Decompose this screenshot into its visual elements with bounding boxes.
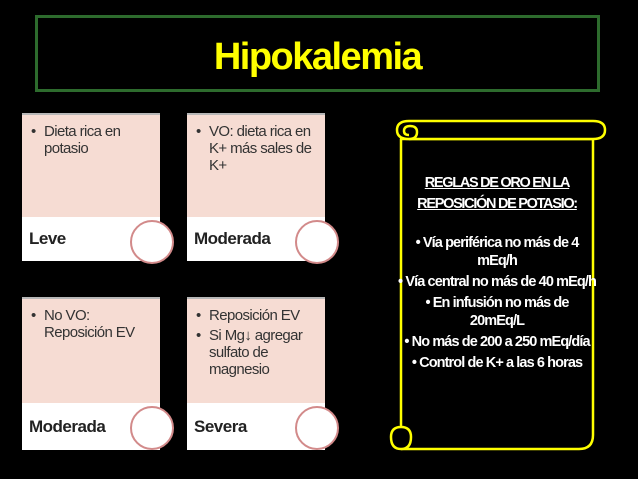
list-item: • Si Mg↓ agregar sulfato de magnesio [196,327,317,378]
card-body [187,113,325,217]
decorative-circle [295,406,339,450]
card-leve [22,113,160,261]
list-item: • VO: dieta rica en K+ más sales de K+ [196,123,313,174]
rule-item: • Vía central no más de 40 mEq/h [397,273,597,291]
rules-list [397,234,597,375]
card-body [22,297,160,403]
list-item: • Reposición EV [196,307,321,324]
rule-item: • Control de K+ a las 6 horas [397,354,597,372]
card-moderada-no-vo [22,297,160,450]
severity-label: Moderada [194,229,271,248]
rules-scroll [387,117,607,454]
title-box [35,15,600,92]
list-item: • Dieta rica en potasio [31,123,156,157]
decorative-circle [295,220,339,264]
card-moderada-vo [187,113,325,261]
page-title: Hipokalemia [213,36,422,78]
rule-item: • No más de 200 a 250 mEq/día [397,333,597,351]
list-item: • No VO: Reposición EV [31,307,144,341]
card-body [187,297,325,403]
decorative-circle [130,220,174,264]
severity-label: Leve [29,229,66,248]
rules-heading-line2: REPOSICIÓN DE POTASIO: [417,196,577,212]
severity-label: Moderada [29,417,106,436]
decorative-circle [130,406,174,450]
rule-item: • En infusión no más de 20mEq/L [397,294,597,330]
severity-label: Severa [194,417,247,436]
rule-item: • Vía periférica no más de 4 mEq/h [397,234,597,270]
card-severa [187,297,325,450]
rules-heading-line1: REGLAS DE ORO EN LA [424,175,570,191]
card-body [22,113,160,217]
rules-heading [387,173,607,215]
